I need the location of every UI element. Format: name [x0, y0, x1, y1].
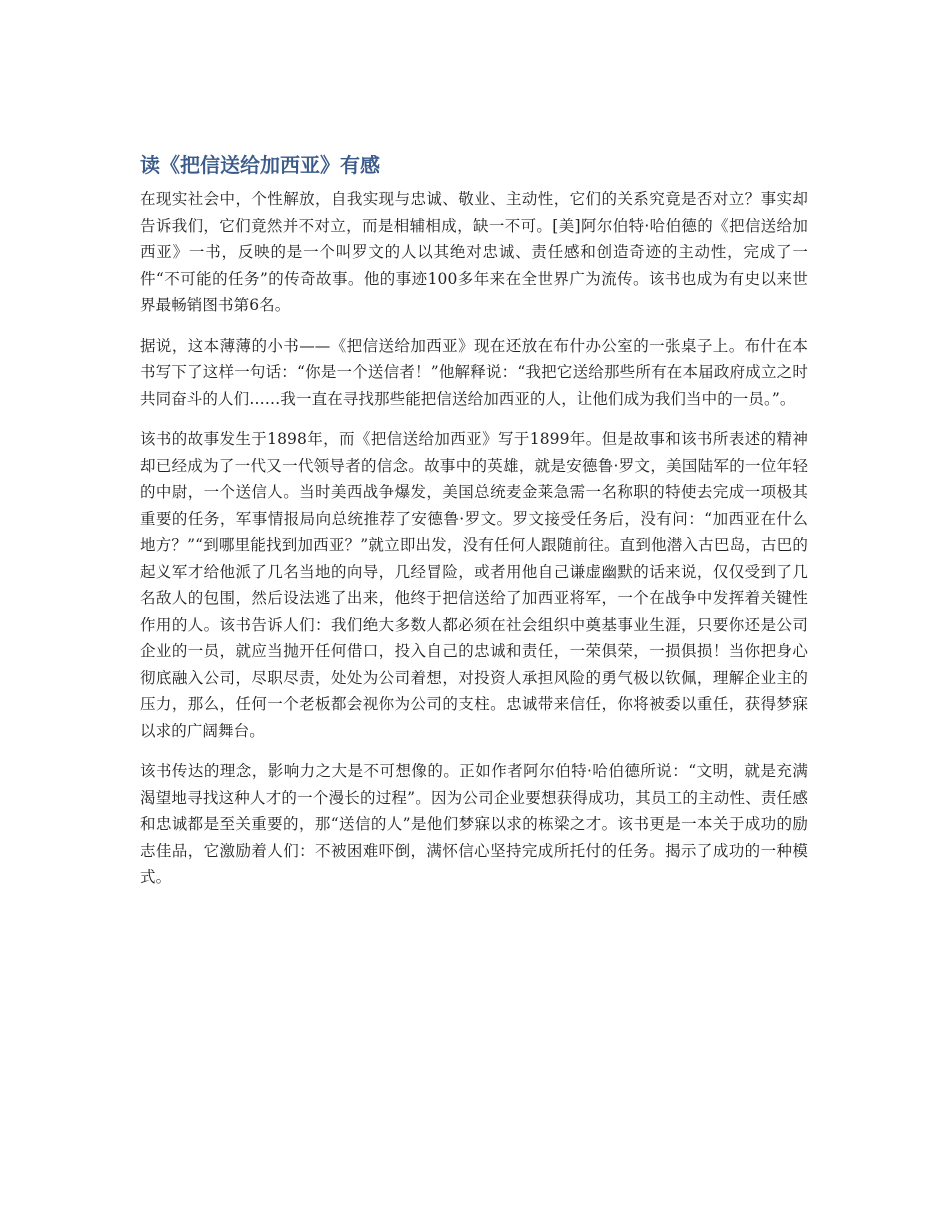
document-title: 读《把信送给加西亚》有感 [140, 153, 380, 177]
paragraph-4: 该书传达的理念，影响力之大是不可想像的。正如作者阿尔伯特·哈伯德所说：“文明，就是充满渴望地寻找这种人才的一个漫长的过程”。因为公司企业要想获得成功，其员工的主动性、责任感和忠诚都是至关重要的，那“送信的人”是他们梦寐以求的栋梁之才。该书更是一本关于成功的励志佳品，它激励着人们：不被困难吓倒，满怀信心坚持完成所托付的任务。揭示了成功的一种模式。 [140, 762, 808, 886]
paragraph-3: 该书的故事发生于1898年，而《把信送给加西亚》写于1899年。但是故事和该书所表述的精神却已经成为了一代又一代领导者的信念。故事中的英雄，就是安德鲁·罗文，美国陆军的一位年轻的中尉，一个送信人。当时美西战争爆发，美国总统麦金莱急需一名称职的特使去完成一项极其重要的任务，军事情报局向总统推荐了安德鲁·罗文。罗文接受任务后，没有问：“加西亚在什么地方？”“到哪里能找到加西亚？”就立即出发，没有任何人跟随前往。直到他潜入古巴岛，古巴的起义军才给他派了几名当地的向导，几经冒险，或者用他自己谦虚幽默的话来说，仅仅受到了几名敌人的包围，然后设法逃了出来，他终于把信送给了加西亚将军，一个在战争中发挥着关键性作用的人。该书告诉人们：我们绝大多数人都必须在社会组织中奠基事业生涯，只要你还是公司企业的一员，就应当抛开任何借口，投入自己的忠诚和责任，一荣俱荣，一损俱损！当你把身心彻底融入公司，尽职尽责，处处为公司着想，对投资人承担风险的勇气极以钦佩，理解企业主的压力，那么，任何一个老板都会视你为公司的支柱。忠诚带来信任，你将被委以重任，获得梦寐以求的广阔舞台。 [140, 430, 808, 740]
paragraph-2: 据说，这本薄薄的小书——《把信送给加西亚》现在还放在布什办公室的一张桌子上。布什在本书写下了这样一句话：“你是一个送信者！”他解释说：“我把它送给那些所有在本届政府成立之时共同奋斗的人们……我一直在寻找那些能把信送给加西亚的人，让他们成为我们当中的一员。”。 [140, 336, 808, 408]
paragraph-1: 在现实社会中，个性解放，自我实现与忠诚、敬业、主动性，它们的关系究竟是否对立？事实却告诉我们，它们竟然并不对立，而是相辅相成，缺一不可。[美]阿尔伯特·哈伯德的《把信送给加西亚》一书，反映的是一个叫罗文的人以其绝对忠诚、责任感和创造奇迹的主动性，完成了一件“不可能的任务”的传奇故事。他的事迹100多年来在全世界广为流传。该书也成为有史以来世界最畅销图书第6名。 [140, 190, 808, 314]
document-page [140, 150, 808, 905]
